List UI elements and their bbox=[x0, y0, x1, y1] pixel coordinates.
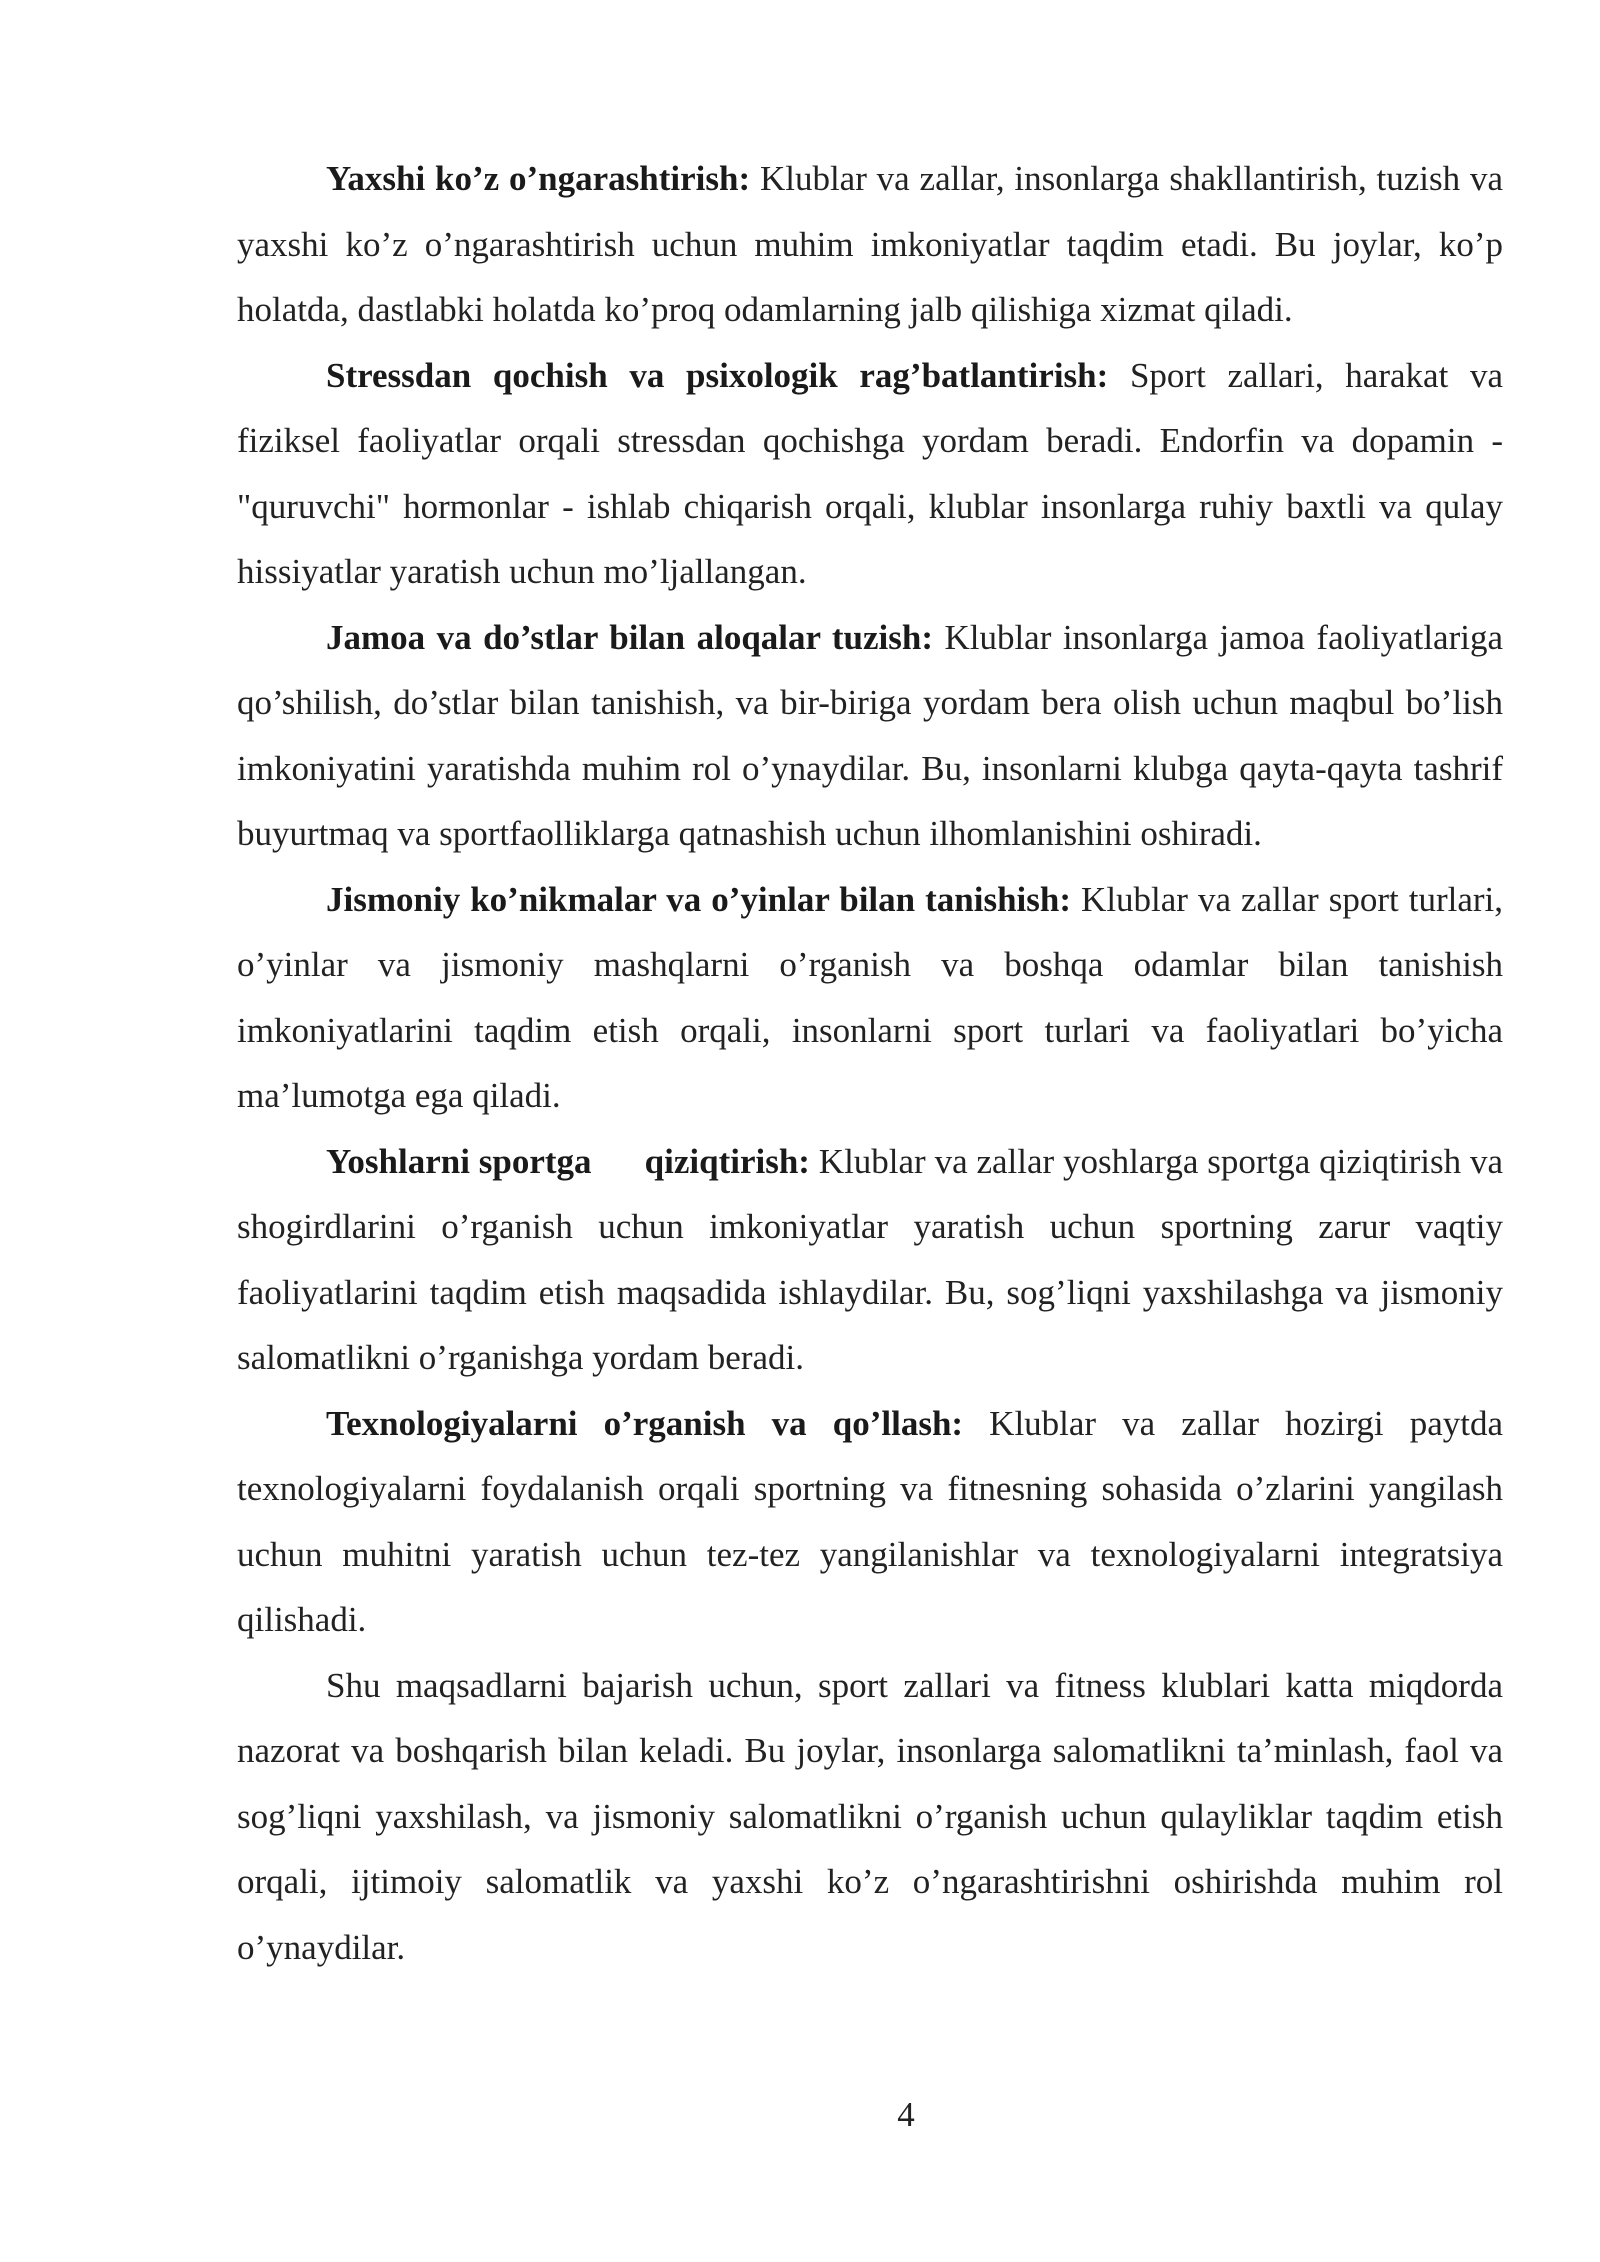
paragraph-text: Sport zallari, harakat va fiziksel faoliyatlar orqali stressdan qochishga yordam beradi. Endorfin va dopamin - "quruvchi" hormonlar - ishlab chiqarish orqali, klublar insonlarga ruhiy baxtli va qulay hissiyatlar yaratish uchun mo’ljallangan. bbox=[237, 355, 1503, 591]
page-number: 4 bbox=[897, 2095, 915, 2134]
paragraph-skills bbox=[237, 867, 1503, 1129]
paragraph-heading: Texnologiyalarni o’rganish va qo’llash: bbox=[326, 1403, 964, 1443]
paragraph-technology bbox=[237, 1391, 1503, 1653]
paragraph-heading: Yoshlarni sportga qiziqtirish: bbox=[326, 1141, 810, 1181]
paragraph-heading: Jismoniy ko’nikmalar va o’yinlar bilan tanishish: bbox=[326, 879, 1072, 919]
paragraph-appearance bbox=[237, 146, 1503, 343]
paragraph-text: Klublar va zallar sport turlari, o’yinlar va jismoniy mashqlarni o’rganish va boshqa odamlar bilan tanishish imkoniyatlarini taqdim etish orqali, insonlarni sport turlari va faoliyatlari bo’yicha ma’lumotga ega qiladi. bbox=[237, 879, 1503, 1115]
paragraph-text: Klublar insonlarga jamoa faoliyatlariga qo’shilish, do’stlar bilan tanishish, va bir-biriga yordam bera olish uchun maqbul bo’lish imkoniyatini yaratishda muhim rol o’ynaydilar. Bu, insonlarni klubga qayta-qayta tashrif buyurtmaq va sportfaolliklarga qatnashish uchun ilhomlanishini oshiradi. bbox=[237, 617, 1503, 853]
paragraph-text: Klublar va zallar yoshlarga sportga qiziqtirish va shogirdlarini o’rganish uchun imkoniyatlar yaratish uchun sportning zarur vaqtiy faoliyatlarini taqdim etish maqsadida ishlaydilar. Bu, sog’liqni yaxshilashga va jismoniy salomatlikni o’rganishga yordam beradi. bbox=[237, 1141, 1504, 1377]
paragraph-text: Klublar va zallar, insonlarga shakllantirish, tuzish va yaxshi ko’z o’ngarashtirish uchun muhim imkoniyatlar taqdim etadi. Bu joylar, ko’p holatda, dastlabki holatda ko’proq odamlarning jalb qilishiga xizmat qiladi. bbox=[237, 159, 1504, 329]
paragraph-heading: Yaxshi ko’z o’ngarashtirish: bbox=[326, 159, 751, 198]
paragraph-conclusion bbox=[237, 1653, 1503, 1981]
paragraph-heading: Jamoa va do’stlar bilan aloqalar tuzish: bbox=[326, 617, 933, 657]
paragraph-text: Shu maqsadlarni bajarish uchun, sport zallari va fitness klublari katta miqdorda nazorat va boshqarish bilan keladi. Bu joylar, insonlarga salomatlikni ta’minlash, faol va sog’liqni yaxshilash, va jismoniy salomatlikni o’rganish uchun qulayliklar taqdim etish orqali, ijtimoiy salomatlik va yaxshi ko’z o’ngarashtirishni oshirishda muhim rol o’ynaydilar. bbox=[237, 1665, 1503, 1967]
document-body bbox=[237, 146, 1503, 1980]
paragraph-heading: Stressdan qochish va psixologik rag’batlantirish: bbox=[326, 355, 1109, 395]
paragraph-text: Klublar va zallar hozirgi paytda texnologiyalarni foydalanish orqali sportning va fitnesning sohasida o’zlarini yangilash uchun muhitni yaratish uchun tez-tez yangilanishlar va texnologiyalarni integratsiya qilishadi. bbox=[237, 1403, 1503, 1639]
paragraph-stress bbox=[237, 343, 1503, 605]
paragraph-youth bbox=[237, 1129, 1503, 1391]
paragraph-community bbox=[237, 605, 1503, 867]
